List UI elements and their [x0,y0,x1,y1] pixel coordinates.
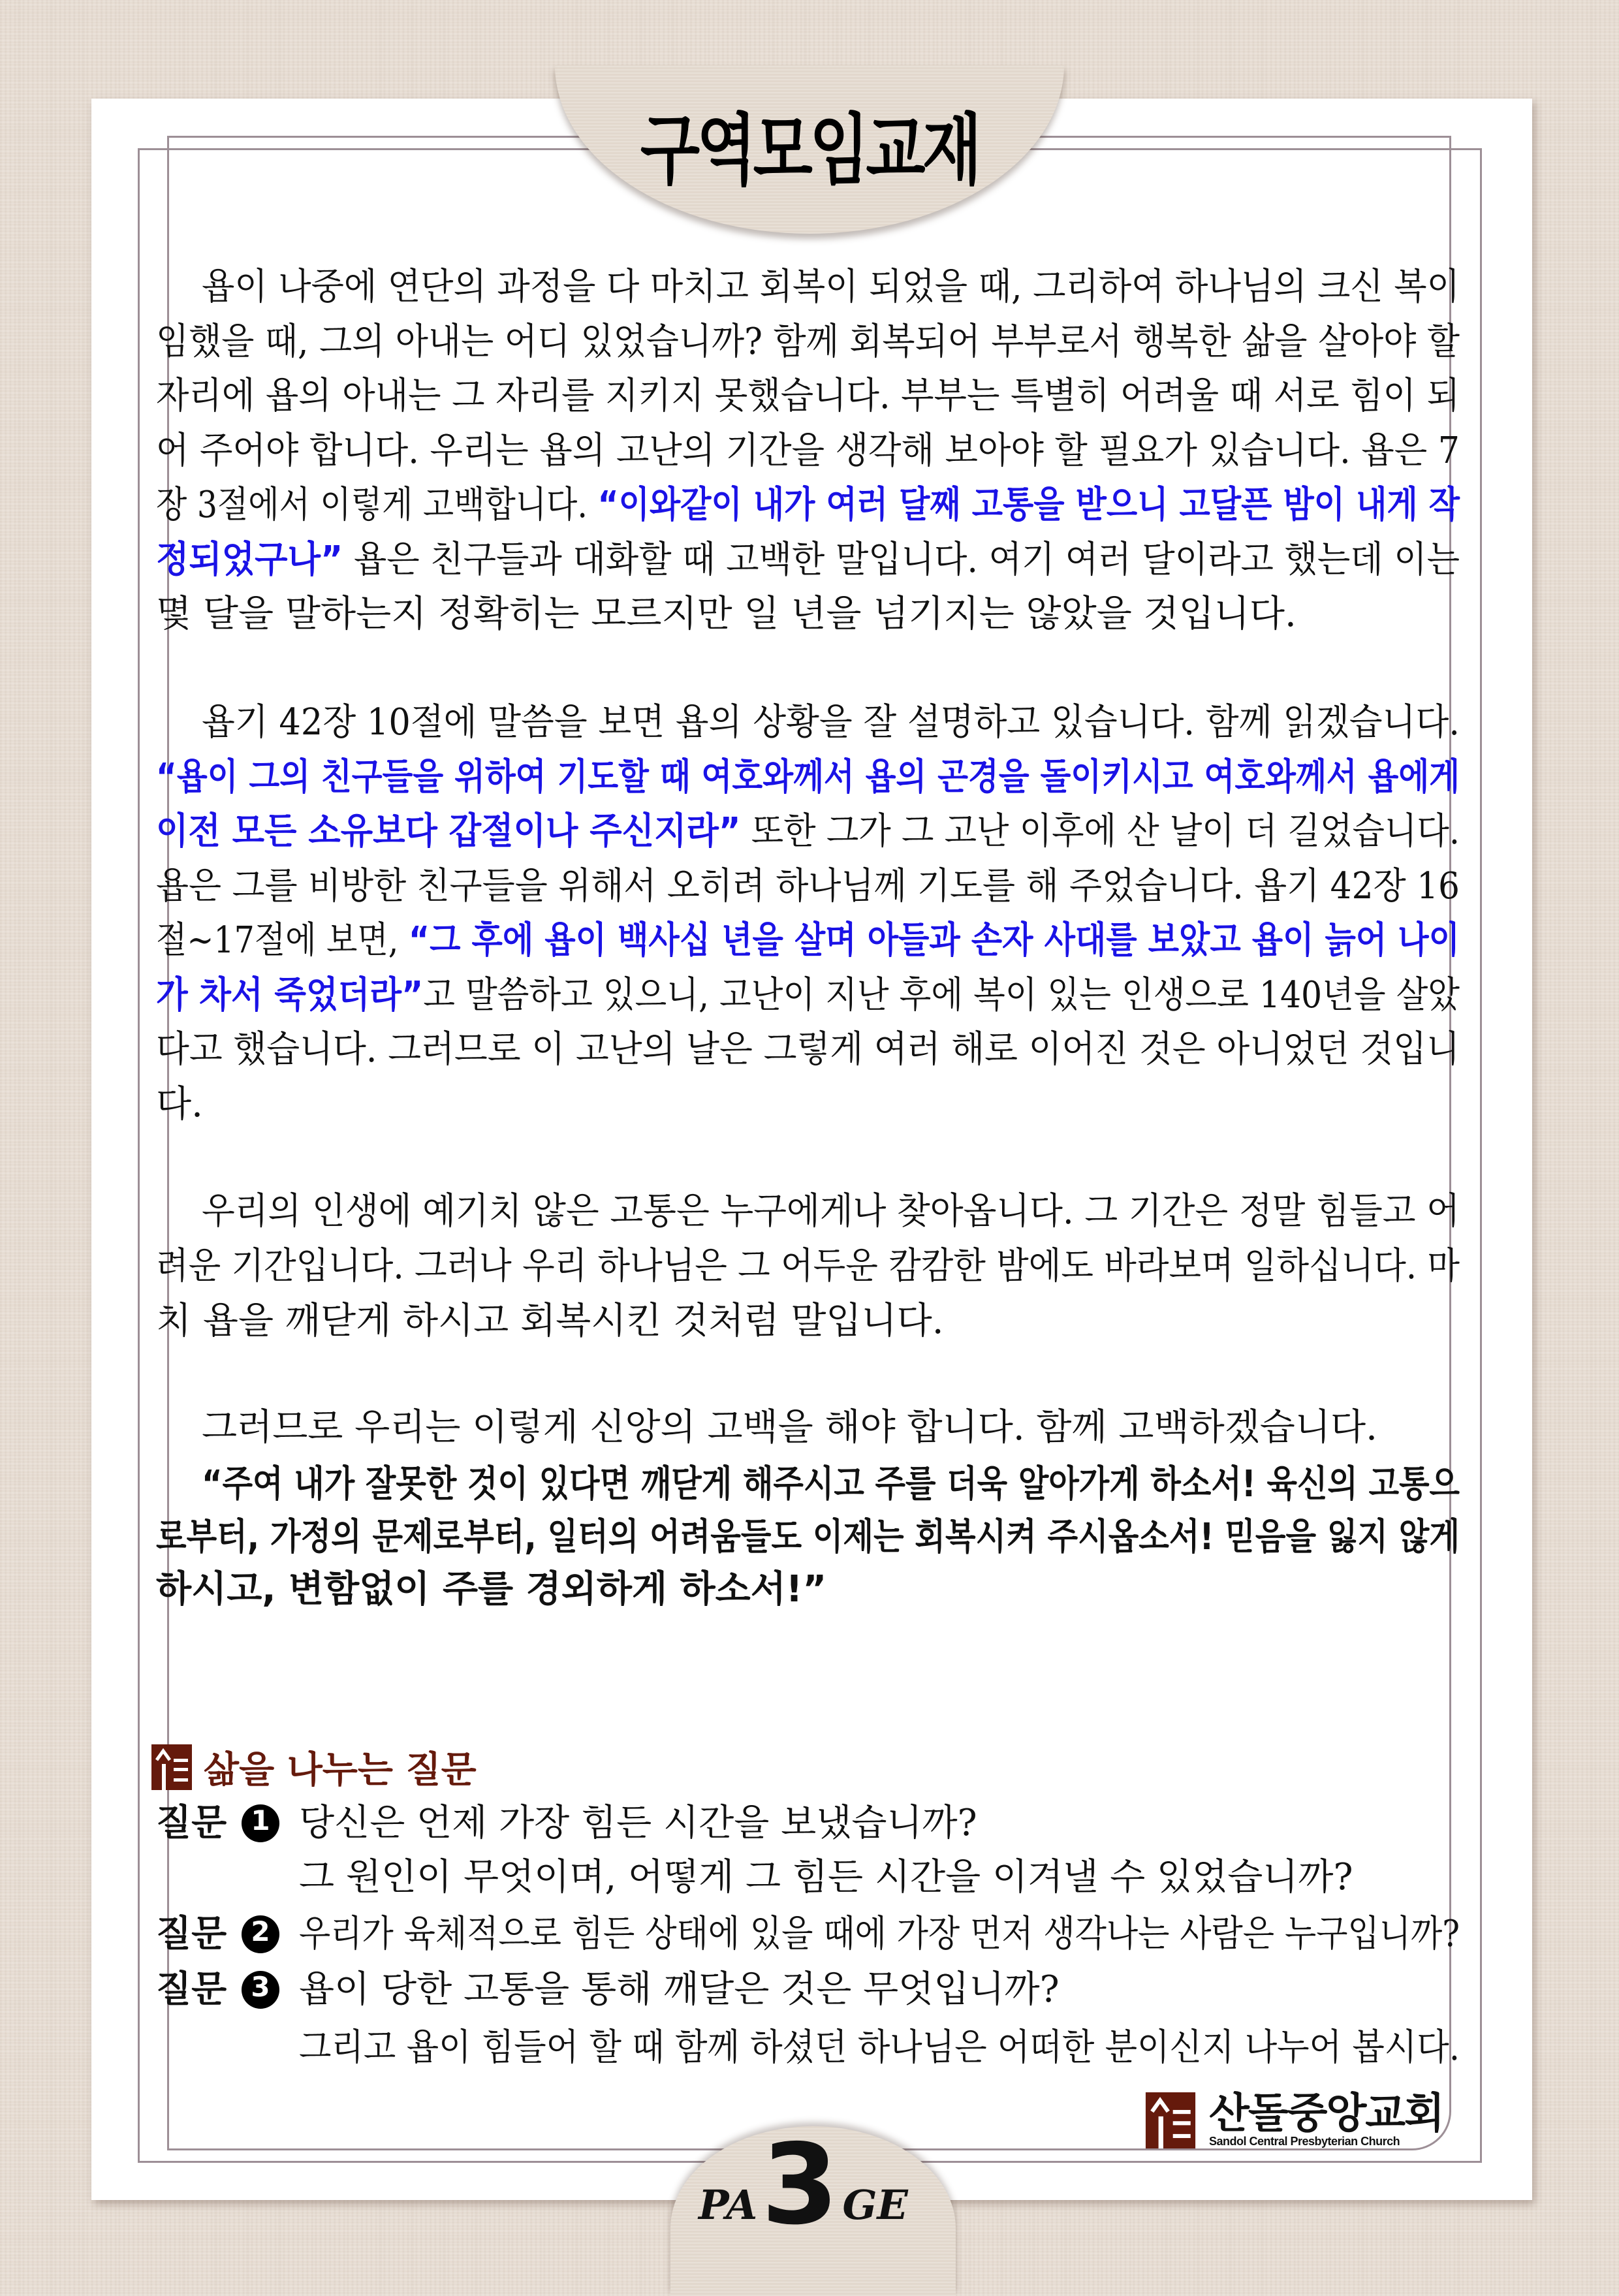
page-prefix: PA [699,2180,758,2229]
body-text-segment: 또한 그가 그 고난 이후에 산 날이 더 길었습니다. [740,810,1460,853]
text-line [156,1077,1460,1132]
text-line [202,260,1460,315]
body-text-segment: 치 욥을 깨닫게 하시고 회복시킨 것처럼 말입니다. [156,1300,944,1342]
body-text-segment: 고 말씀하고 있으니, 고난이 지난 후에 복이 있는 인생으로 140년을 살았 [423,973,1460,1016]
text-line [156,804,1460,859]
question-text: 그리고 욥이 힘들어 할 때 함께 하셨던 하나님은 어떠한 분이신지 나누어 봅시다. [299,2026,1460,2069]
body-text-segment: 다. [156,1082,203,1125]
page-number-label [699,2120,908,2250]
body-text-segment: 자리에 욥의 아내는 그 자리를 지키지 못했습니다. 부부는 특별히 어려울 때 서로 힘이 되 [156,375,1460,417]
church-name-en: Sandol Central Presbyterian Church [1209,2134,1400,2148]
text-line [202,1400,1460,1455]
text-line [156,859,1460,914]
text-line [156,424,1460,479]
text-line [156,533,1460,588]
body-text-segment: 욥은 그를 비방한 친구들을 위해서 오히려 하나님께 기도를 해 주었습니다. 욥기 42장 16 [156,864,1460,907]
body-text-segment: 그러므로 우리는 이렇게 신앙의 고백을 해야 합니다. 함께 고백하겠습니다. [202,1406,1377,1449]
text-line [156,478,1460,533]
question-text: 우리가 육체적으로 힘든 상태에 있을 때에 가장 먼저 생각나는 사람은 누구입니까? [299,1913,1460,1955]
section-title: 삶을 나누는 질문 [204,1749,477,1791]
prayer-text: “주여 내가 잘못한 것이 있다면 깨닫게 해주시고 주를 더욱 알아가게 하소서! 육신의 고통으 [202,1463,1460,1505]
body-text-segment: 임했을 때, 그의 아내는 어디 있었습니까? 함께 회복되어 부부로서 행복한 삶을 살아야 할 [156,320,1460,363]
text-line [156,587,1460,642]
scripture-quote: “그 후에 욥이 백사십 년을 살며 아들과 손자 사대를 보았고 욥이 늙어 나이 [408,919,1460,962]
church-name: 산돌중앙교회 [1209,2089,1443,2138]
text-line [156,315,1460,370]
scripture-quote: 가 차서 죽었더라” [156,973,424,1016]
prayer-text: 로부터, 가정의 문제로부터, 일터의 어려움들도 이제는 회복시켜 주시옵소서! 믿음을 잃지 않게 [156,1515,1460,1558]
body-text-segment: 욥기 42장 10절에 말씀을 보면 욥의 상황을 잘 설명하고 있습니다. 함께 읽겠습니다. [202,701,1460,744]
body-text-segment: 몇 달을 말하는지 정확히는 모르지만 일 년을 넘기지는 않았을 것입니다. [156,593,1297,635]
text-line [156,1239,1460,1294]
question-number-badge: 2 [242,1915,279,1953]
body-text-segment: 다고 했습니다. 그러므로 이 고난의 날은 그렇게 여러 해로 이어진 것은 아니었던 것입니 [156,1028,1460,1071]
page-suffix: GE [842,2180,908,2229]
prayer-text: 하시고, 변함없이 주를 경외하게 하소서!” [156,1568,827,1611]
question-number-badge: 3 [242,1971,279,2009]
body-text-segment: 욥은 친구들과 대화할 때 고백한 말입니다. 여기 여러 달이라고 했는데 이는 [343,538,1460,581]
body-text-segment: 절~17절에 보면, [156,919,409,962]
question-label: 질문 [156,1802,227,1844]
text-line [156,968,1460,1023]
page-number: 3 [761,2120,839,2250]
body-text-segment: 려운 기간입니다. 그러나 우리 하나님은 그 어두운 캄캄한 밤에도 바라보며 일하십니다. 마 [156,1245,1460,1287]
body-text-segment: 어 주어야 합니다. 우리는 욥의 고난의 기간을 생각해 보아야 할 필요가 있습니다. 욥은 7 [156,429,1460,472]
question-text: 욥이 당한 고통을 통해 깨달은 것은 무엇입니까? [299,1968,1060,2011]
scripture-quote: “욥이 그의 친구들을 위하여 기도할 때 여호와께서 욥의 곤경을 돌이키시고 여호와께서 욥에게 [156,755,1460,798]
text-line [156,750,1460,805]
church-logo [1141,2089,1443,2148]
body-text-segment: 장 3절에서 이렇게 고백합니다. [156,484,598,526]
text-line [156,1510,1460,1565]
text-line [202,1184,1460,1239]
text-line [156,1562,1460,1617]
section-header [151,1744,477,1790]
body-text-segment: 욥이 나중에 연단의 과정을 다 마치고 회복이 되었을 때, 그리하여 하나님의 크신 복이 [202,266,1460,308]
question-text: 그 원인이 무엇이며, 어떻게 그 힘든 시간을 이겨낼 수 있었습니까? [299,1856,1353,1898]
question-label: 질문 [156,1968,227,2011]
scripture-quote: 정되었구나” [156,538,343,581]
church-logo-icon [151,1744,192,1790]
text-line [156,1022,1460,1077]
text-line [156,913,1460,968]
body-text-segment: 우리의 인생에 예기치 않은 고통은 누구에게나 찾아옵니다. 그 기간은 정말 힘들고 어 [202,1190,1460,1233]
text-line [202,1457,1460,1512]
page-title: 구역모임교재 [640,105,979,195]
question-label: 질문 [156,1913,227,1955]
text-line [156,369,1460,424]
scripture-quote: 이전 모든 소유보다 갑절이나 주신지라” [156,810,741,853]
question-text: 당신은 언제 가장 힘든 시간을 보냈습니까? [299,1802,977,1844]
church-logo-icon [1141,2092,1200,2148]
question-number-badge: 1 [242,1804,279,1842]
text-line [156,1294,1460,1349]
scripture-quote: “이와같이 내가 여러 달째 고통을 받으니 고달픈 밤이 내게 작 [597,484,1460,526]
text-line [202,695,1460,750]
